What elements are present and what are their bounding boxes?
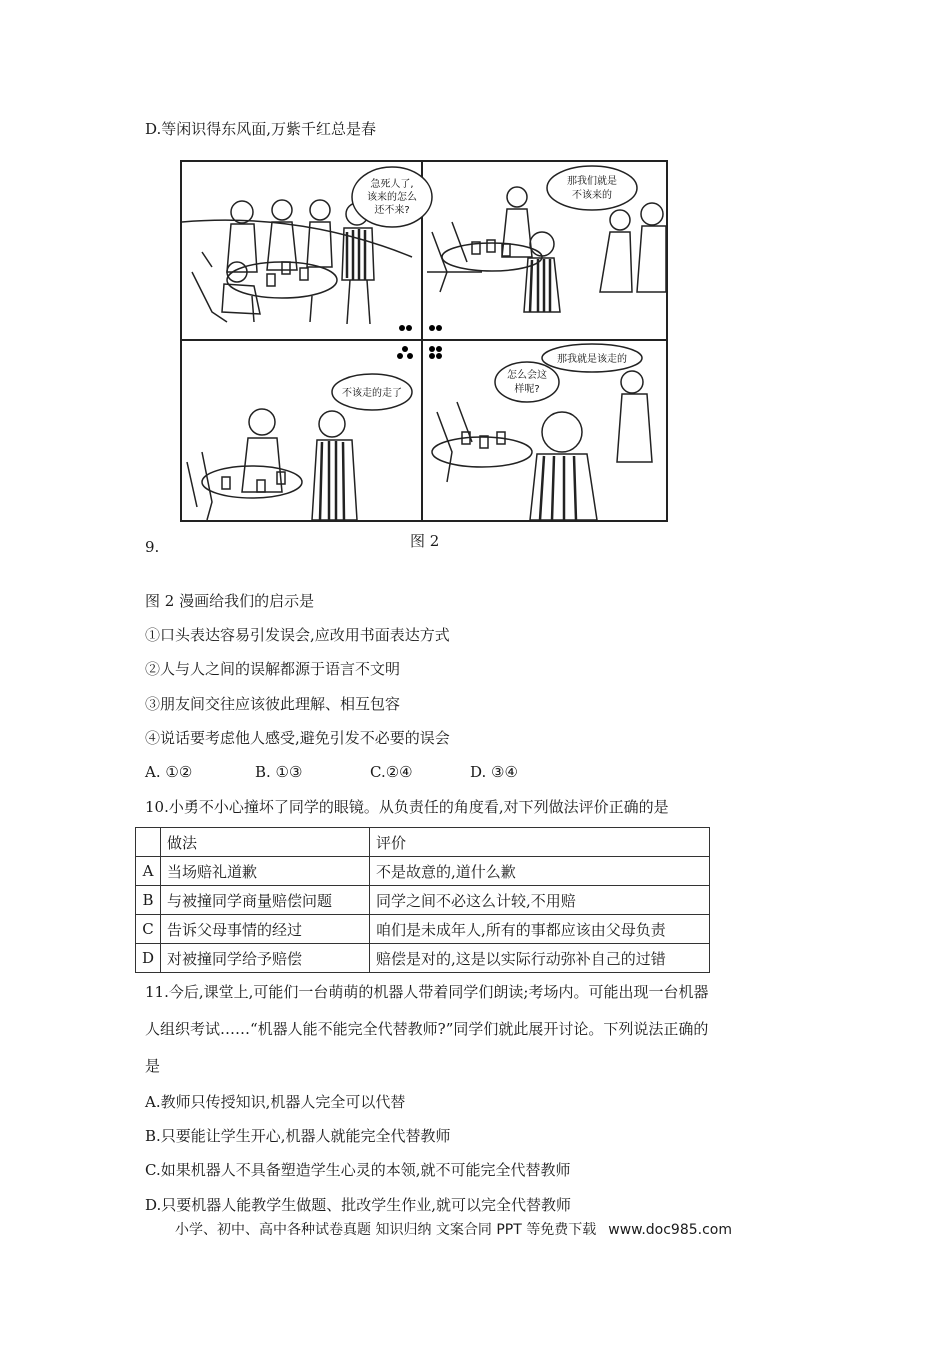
bubble-5-line-2: 样呢? — [514, 384, 540, 395]
table-cell: C — [136, 915, 161, 944]
bubble-3-line-1: 不该走的走了 — [342, 388, 402, 399]
speech-bubble-3 — [332, 374, 412, 410]
bubble-5-line-1: 怎么会这 — [507, 370, 547, 381]
table-row — [136, 886, 710, 915]
comic-figure — [180, 160, 668, 522]
table-cell: B — [136, 886, 161, 915]
bubble-1-line-3: 还不来? — [374, 205, 410, 216]
page-footer — [175, 1219, 732, 1239]
table-cell: 同学之间不必这么计较,不用赔 — [370, 886, 710, 915]
q9-item-3: ③朋友间交往应该彼此理解、相互包容 — [145, 695, 401, 713]
q10-stem: 10.小勇不小心撞坏了同学的眼镜。从负责任的角度看,对下列做法评价正确的是 — [145, 798, 669, 816]
table-header-cell — [136, 828, 161, 857]
table-cell: A — [136, 857, 161, 886]
table-row — [136, 944, 710, 973]
bubble-1-line-2: 该来的怎么 — [367, 192, 417, 203]
q9-stem: 图 2 漫画给我们的启示是 — [145, 592, 315, 610]
q11-stem-line-3: 是 — [145, 1057, 161, 1075]
table-cell: 咱们是未成年人,所有的事都应该由父母负责 — [370, 915, 710, 944]
panel-number-marks — [397, 325, 442, 359]
table-cell: 当场赔礼道歉 — [161, 857, 370, 886]
bubble-1-line-1: 急死人了, — [370, 179, 414, 190]
table-header-row — [136, 828, 710, 857]
q11-option-a: A.教师只传授知识,机器人完全可以代替 — [145, 1093, 406, 1111]
table-cell: 不是故意的,道什么歉 — [370, 857, 710, 886]
table-row — [136, 857, 710, 886]
q8-option-d: D.等闲识得东风面,万紫千红总是春 — [145, 120, 377, 138]
comic-panel-2 — [427, 187, 666, 312]
bubble-2-line-2: 不该来的 — [572, 190, 612, 201]
q11-option-c: C.如果机器人不具备塑造学生心灵的本领,就不可能完全代替教师 — [145, 1161, 571, 1179]
table-cell: 赔偿是对的,这是以实际行动弥补自己的过错 — [370, 944, 710, 973]
q9-item-2: ②人与人之间的误解都源于语言不文明 — [145, 660, 401, 678]
q11-option-b: B.只要能让学生开心,机器人就能完全代替教师 — [145, 1127, 451, 1145]
footer-url[interactable]: www.doc985.com — [608, 1222, 732, 1238]
bubble-4-line-1: 那我就是该走的 — [557, 354, 627, 365]
comic-panel-3 — [187, 409, 357, 520]
q9-item-4: ④说话要考虑他人感受,避免引发不必要的误会 — [145, 729, 450, 747]
table-header-cell: 评价 — [370, 828, 710, 857]
table-cell: D — [136, 944, 161, 973]
q11-stem-line-1: 11.今后,课堂上,可能们一台萌萌的机器人带着同学们朗读;考场内。可能出现一台机器 — [145, 983, 709, 1001]
table-cell: 告诉父母事情的经过 — [161, 915, 370, 944]
speech-bubble-5 — [495, 362, 559, 402]
bubble-2-line-1: 那我们就是 — [567, 176, 617, 187]
q9-option-c: C.②④ — [370, 763, 413, 781]
q9-option-b: B. ①③ — [255, 763, 303, 781]
q9-number: 9. — [145, 538, 160, 556]
q9-item-1: ①口头表达容易引发误会,应改用书面表达方式 — [145, 626, 450, 644]
footer-text: 小学、初中、高中各种试卷真题 知识归纳 文案合同 PPT 等免费下载 — [175, 1222, 597, 1238]
speech-bubble-2 — [547, 166, 637, 210]
table-header-cell: 做法 — [161, 828, 370, 857]
table-cell: 对被撞同学给予赔偿 — [161, 944, 370, 973]
q9-option-d: D. ③④ — [470, 763, 518, 781]
q11-stem-line-2: 人组织考试……“机器人能不能完全代替教师?”同学们就此展开讨论。下列说法正确的 — [145, 1020, 709, 1038]
table-row — [136, 915, 710, 944]
q11-option-d: D.只要机器人能教学生做题、批改学生作业,就可以完全代替教师 — [145, 1196, 572, 1214]
speech-bubble-4 — [542, 344, 642, 372]
speech-bubble-1 — [352, 167, 432, 227]
figure-caption: 图 2 — [410, 532, 440, 550]
table-cell: 与被撞同学商量赔偿问题 — [161, 886, 370, 915]
q10-table — [135, 827, 710, 973]
q9-option-a: A. ①② — [145, 763, 193, 781]
